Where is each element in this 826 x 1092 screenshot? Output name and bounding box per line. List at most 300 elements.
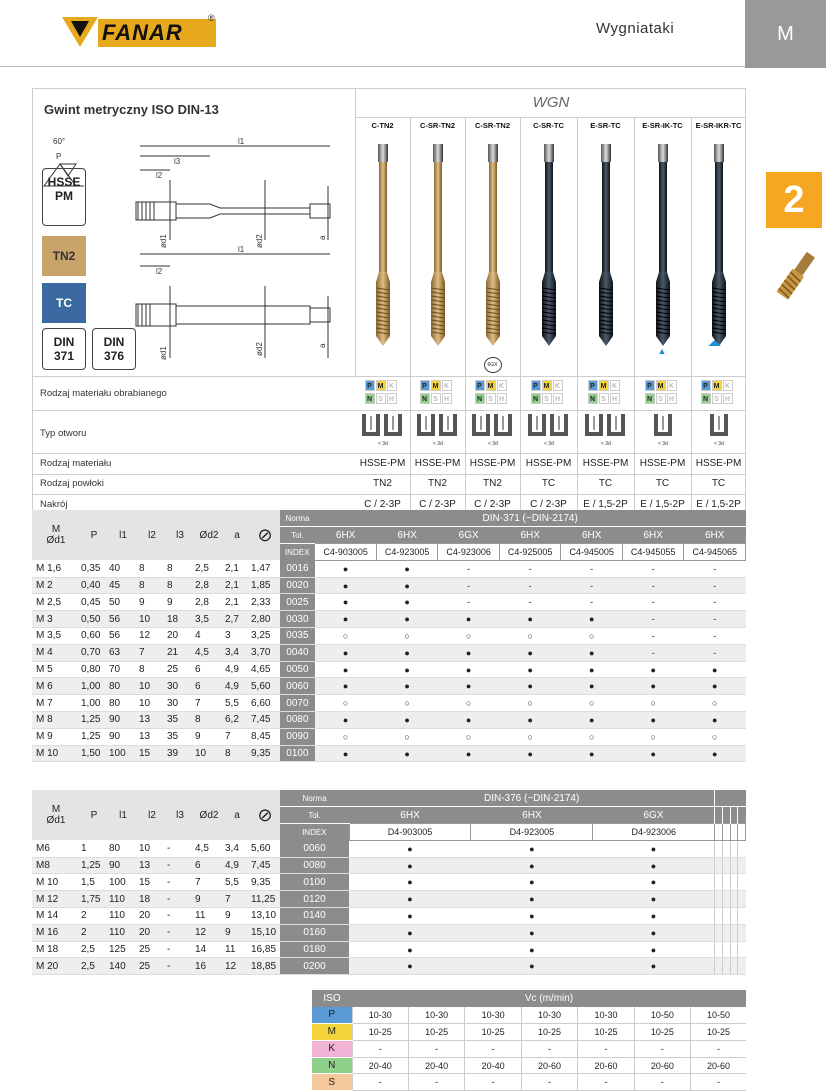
vc-value: - <box>465 1040 521 1057</box>
availability: ● <box>593 941 715 958</box>
d1-label: ød1 <box>159 234 168 248</box>
filler <box>715 958 723 975</box>
cell: 70 <box>108 661 138 678</box>
filler <box>730 924 738 941</box>
cell: 2 <box>80 908 108 925</box>
vc-row <box>312 1007 746 1024</box>
filler <box>715 891 723 908</box>
hole-type-icon <box>359 412 407 448</box>
cell: 0,60 <box>80 628 108 645</box>
vc-value: 20-60 <box>634 1057 690 1074</box>
index-code: 0100 <box>280 874 349 891</box>
tool-coating: TN2 <box>428 478 447 489</box>
filler <box>715 874 723 891</box>
l1-label: l1 <box>238 137 245 146</box>
column-header: M Ød1 <box>32 790 80 840</box>
svg-text:< 3d: < 3d <box>713 441 724 447</box>
cell: - <box>166 924 194 941</box>
availability: ○ <box>499 728 561 745</box>
availability: ○ <box>315 695 377 712</box>
cell: 8 <box>166 577 194 594</box>
table-row <box>32 594 746 611</box>
cell: 4 <box>194 628 224 645</box>
d1-label-2: ød1 <box>159 346 168 360</box>
tolerance-cell: 6GX <box>593 807 715 824</box>
divider <box>32 376 746 377</box>
material-group-icons: P M K N S H <box>420 380 456 408</box>
availability: ● <box>593 840 715 857</box>
cell: 10 <box>138 678 166 695</box>
tol-label: Tol. <box>280 527 315 544</box>
availability: ● <box>376 661 438 678</box>
cell: 8 <box>224 745 250 762</box>
tool-chamfer: C / 2-3P <box>419 499 456 510</box>
index-cell: C4-945005 <box>561 544 623 561</box>
availability: ● <box>684 745 746 762</box>
cell: 39 <box>166 745 194 762</box>
divider <box>32 474 746 475</box>
filler <box>730 891 738 908</box>
index-cell: C4-945055 <box>622 544 684 561</box>
tool-name: E-SR-IKR-TC <box>695 121 742 130</box>
column-header: l2 <box>138 790 166 840</box>
tool-chamfer: C / 2-3P <box>364 499 401 510</box>
availability: ● <box>561 611 623 628</box>
cell: 2,80 <box>250 611 280 628</box>
cell: 0,40 <box>80 577 108 594</box>
cell: 90 <box>108 857 138 874</box>
filler <box>715 807 723 824</box>
availability: ● <box>315 594 377 611</box>
badge-hsse-pm: HSSE PM <box>42 168 86 226</box>
row-label-hole-type: Typ otworu <box>40 428 87 439</box>
l2-label: l2 <box>156 171 163 180</box>
svg-text:< 3d: < 3d <box>600 441 611 447</box>
availability: ○ <box>561 695 623 712</box>
availability: ○ <box>376 695 438 712</box>
availability: - <box>499 560 561 577</box>
availability: ● <box>593 908 715 925</box>
table-row <box>32 874 746 891</box>
availability: ● <box>499 611 561 628</box>
availability: - <box>561 560 623 577</box>
index-cell: C4-923006 <box>438 544 500 561</box>
cutting-speed-table <box>312 990 746 1091</box>
column-header: Ød2 <box>194 790 224 840</box>
section-letter: M <box>745 0 826 68</box>
vc-value: - <box>465 1074 521 1091</box>
hole-type-icon <box>414 412 462 448</box>
tool-chamfer: C / 2-3P <box>530 499 567 510</box>
availability: ● <box>499 661 561 678</box>
availability: ● <box>315 745 377 762</box>
l1-label-2: l1 <box>238 245 245 254</box>
filler <box>722 891 730 908</box>
filler <box>715 790 746 807</box>
vc-value: 20-40 <box>352 1057 408 1074</box>
material-group-icons: P M K N S H <box>588 380 624 408</box>
filler <box>722 840 730 857</box>
vc-value: - <box>578 1074 634 1091</box>
vc-value: 10-30 <box>521 1007 577 1024</box>
hole-type-icon <box>695 412 743 448</box>
index-code: 0160 <box>280 924 349 941</box>
tap-image <box>539 140 559 368</box>
index-label: INDEX <box>280 824 349 841</box>
availability: - <box>499 594 561 611</box>
cell: 8 <box>138 661 166 678</box>
availability: ● <box>684 661 746 678</box>
cell: 5,60 <box>250 840 280 857</box>
cell: 6 <box>194 661 224 678</box>
norma-label: Norma <box>280 510 315 527</box>
vc-value: 10-25 <box>691 1024 746 1041</box>
product-group: WGN <box>355 88 746 118</box>
availability: ● <box>471 840 593 857</box>
tolerance-cell: 6HX <box>349 807 471 824</box>
cell: 2 <box>80 924 108 941</box>
availability: ● <box>349 941 471 958</box>
index-code: 0100 <box>280 745 315 762</box>
availability: ● <box>561 661 623 678</box>
cell: - <box>166 958 194 975</box>
availability: ● <box>376 644 438 661</box>
vc-value: - <box>408 1074 464 1091</box>
cell: 6 <box>194 678 224 695</box>
vc-value: 10-30 <box>408 1007 464 1024</box>
index-label: INDEX <box>280 544 315 561</box>
cell: M 12 <box>32 891 80 908</box>
availability: ● <box>438 678 500 695</box>
index-code: 0200 <box>280 958 349 975</box>
availability: ○ <box>684 695 746 712</box>
availability: - <box>684 577 746 594</box>
availability: - <box>622 577 684 594</box>
availability: - <box>622 611 684 628</box>
cell: 8 <box>194 712 224 729</box>
vc-value: 10-25 <box>408 1024 464 1041</box>
vc-value: 10-30 <box>465 1007 521 1024</box>
filler <box>722 824 730 841</box>
availability: - <box>684 644 746 661</box>
cell: 30 <box>166 695 194 712</box>
cell: 10 <box>138 611 166 628</box>
tolerance-cell: 6HX <box>561 527 623 544</box>
cell: 10 <box>138 695 166 712</box>
availability: ○ <box>376 728 438 745</box>
cell: M 10 <box>32 745 80 762</box>
filler <box>730 941 738 958</box>
tolerance-cell: 6HX <box>471 807 593 824</box>
availability: ● <box>561 678 623 695</box>
column-header: l1 <box>108 510 138 560</box>
cell: 6,2 <box>224 712 250 729</box>
filler <box>738 824 746 841</box>
tool-coating: TC <box>598 478 613 489</box>
availability: - <box>438 577 500 594</box>
cell: 5,5 <box>224 695 250 712</box>
tap-image <box>483 140 503 368</box>
a-label: a <box>318 235 327 240</box>
tolerance-cell: 6GX <box>438 527 500 544</box>
tap-image <box>596 140 616 368</box>
vc-value: - <box>634 1040 690 1057</box>
vc-value: 10-25 <box>521 1024 577 1041</box>
availability: - <box>622 560 684 577</box>
thread-angle: 60° <box>53 137 66 146</box>
svg-text:< 3d: < 3d <box>432 441 443 447</box>
cell: M 2 <box>32 577 80 594</box>
tool-name: C-SR-TC <box>533 121 564 130</box>
availability: ● <box>349 958 471 975</box>
page-title: Gwint metryczny ISO DIN-13 <box>44 102 219 117</box>
cell: 2,7 <box>224 611 250 628</box>
cell: 9 <box>166 594 194 611</box>
availability: ● <box>499 712 561 729</box>
filler <box>722 807 730 824</box>
cell: 100 <box>108 874 138 891</box>
cell: 140 <box>108 958 138 975</box>
category-title: Wygniataki <box>596 20 675 37</box>
vc-value: - <box>352 1040 408 1057</box>
filler <box>730 840 738 857</box>
availability: ● <box>593 857 715 874</box>
tool-material: HSSE-PM <box>695 458 742 469</box>
cell: 10 <box>138 840 166 857</box>
table-row <box>32 924 746 941</box>
vc-value: - <box>578 1040 634 1057</box>
availability: ● <box>499 644 561 661</box>
index-code: 0180 <box>280 941 349 958</box>
cell: 5,60 <box>250 678 280 695</box>
cell: - <box>166 857 194 874</box>
material-group-icons: P M K N S H <box>701 380 737 408</box>
header-divider <box>0 66 745 67</box>
cell: 0,35 <box>80 560 108 577</box>
cell: M 3 <box>32 611 80 628</box>
material-group-icons: P M K N S H <box>365 380 401 408</box>
filler <box>738 807 746 824</box>
cell: 80 <box>108 678 138 695</box>
tool-chamfer: E / 1,5-2P <box>583 499 628 510</box>
column-header: l3 <box>166 510 194 560</box>
filler <box>722 924 730 941</box>
filler <box>738 874 746 891</box>
cell: 12 <box>194 924 224 941</box>
coolant-radial-icon: ◢◣ <box>708 338 721 347</box>
svg-text:< 3d: < 3d <box>657 441 668 447</box>
index-code: 0140 <box>280 908 349 925</box>
availability: - <box>684 611 746 628</box>
table-row <box>32 712 746 729</box>
tool-name: E-SR-TC <box>590 121 621 130</box>
table-row <box>32 661 746 678</box>
cell: - <box>166 941 194 958</box>
availability: ○ <box>438 628 500 645</box>
filler <box>730 824 738 841</box>
iso-label: ISO <box>312 990 352 1007</box>
cell: M 18 <box>32 941 80 958</box>
panel-divider <box>355 88 356 376</box>
table-row <box>32 891 746 908</box>
cell: 35 <box>166 712 194 729</box>
availability: ● <box>349 874 471 891</box>
tool-chamfer: C / 2-3P <box>474 499 511 510</box>
cell: 90 <box>108 728 138 745</box>
cell: 10 <box>194 745 224 762</box>
filler <box>730 874 738 891</box>
cell: 7 <box>194 695 224 712</box>
availability: ● <box>349 908 471 925</box>
l2-label-2: l2 <box>156 267 163 276</box>
cell: 1,85 <box>250 577 280 594</box>
filler <box>722 908 730 925</box>
cell: 20 <box>138 908 166 925</box>
cell: 3,5 <box>194 611 224 628</box>
cell: 1,47 <box>250 560 280 577</box>
tool-coating: TC <box>711 478 726 489</box>
cell: M 3,5 <box>32 628 80 645</box>
fanar-logo <box>62 14 216 50</box>
table-row <box>32 958 746 975</box>
badge-tn2: TN2 <box>42 236 86 276</box>
table-row <box>32 560 746 577</box>
availability: ● <box>349 857 471 874</box>
tool-chamfer: E / 1,5-2P <box>696 499 741 510</box>
availability: ● <box>471 891 593 908</box>
cell: 6 <box>194 857 224 874</box>
availability: ● <box>561 712 623 729</box>
availability: ● <box>622 661 684 678</box>
table-row <box>32 644 746 661</box>
availability: - <box>499 577 561 594</box>
cell: 1,00 <box>80 678 108 695</box>
cell: 3,4 <box>224 644 250 661</box>
filler <box>722 857 730 874</box>
availability: ● <box>376 745 438 762</box>
cell: 9 <box>138 594 166 611</box>
cell: M 5 <box>32 661 80 678</box>
cell: 25 <box>166 661 194 678</box>
vc-value: - <box>352 1074 408 1091</box>
table-row <box>32 611 746 628</box>
availability: ○ <box>376 628 438 645</box>
vc-value: - <box>691 1074 746 1091</box>
table-row <box>32 678 746 695</box>
cell: M 16 <box>32 924 80 941</box>
index-code: 0090 <box>280 728 315 745</box>
vc-row <box>312 1040 746 1057</box>
cell: M 2,5 <box>32 594 80 611</box>
cell: 12 <box>138 628 166 645</box>
vc-value: 20-60 <box>578 1057 634 1074</box>
availability: - <box>684 628 746 645</box>
filler <box>738 857 746 874</box>
vc-value: - <box>521 1074 577 1091</box>
cell: - <box>166 891 194 908</box>
tool-material: HSSE-PM <box>582 458 629 469</box>
filler <box>730 908 738 925</box>
cell: 2,1 <box>224 594 250 611</box>
availability: ● <box>438 611 500 628</box>
svg-text:< 3d: < 3d <box>543 441 554 447</box>
cell: 30 <box>166 678 194 695</box>
cell: 4,9 <box>224 661 250 678</box>
fanar-logo-mark <box>62 17 98 49</box>
cell: M 9 <box>32 728 80 745</box>
cell: 15 <box>138 874 166 891</box>
cell: 4,9 <box>224 678 250 695</box>
vc-value: - <box>521 1040 577 1057</box>
tool-name: C-SR-TN2 <box>475 121 510 130</box>
filler <box>715 924 723 941</box>
cell: 1,00 <box>80 695 108 712</box>
vc-value: 20-60 <box>691 1057 746 1074</box>
availability: ● <box>349 891 471 908</box>
cell: 13,10 <box>250 908 280 925</box>
svg-text:< 3d: < 3d <box>377 441 388 447</box>
tolerance-cell: 6HX <box>499 527 561 544</box>
material-group-icons: P M K N S H <box>475 380 511 408</box>
index-code: 0020 <box>280 577 315 594</box>
vc-header: Vc (m/min) <box>352 990 746 1007</box>
cell: 80 <box>108 695 138 712</box>
cell: 4,5 <box>194 644 224 661</box>
filler <box>738 924 746 941</box>
filler <box>715 824 723 841</box>
cell: 16,85 <box>250 941 280 958</box>
cell: 18,85 <box>250 958 280 975</box>
availability: ● <box>471 857 593 874</box>
availability: ○ <box>315 628 377 645</box>
tool-coating: TC <box>655 478 670 489</box>
availability: ○ <box>315 728 377 745</box>
column-header: a <box>224 510 250 560</box>
availability: ○ <box>561 628 623 645</box>
cell: 15 <box>138 745 166 762</box>
coolant-arrow-icon: ▲ <box>657 346 667 356</box>
cell: 3,4 <box>224 840 250 857</box>
cell: 7 <box>138 644 166 661</box>
cell: 50 <box>108 594 138 611</box>
column-header: Ød2 <box>194 510 224 560</box>
availability: - <box>561 577 623 594</box>
cell: 2,5 <box>194 560 224 577</box>
index-code: 0080 <box>280 712 315 729</box>
iso-group: M <box>312 1024 352 1041</box>
filler <box>730 807 738 824</box>
cell: 3 <box>224 628 250 645</box>
vc-value: 10-50 <box>634 1007 690 1024</box>
tolerance-cell: 6HX <box>315 527 377 544</box>
availability: ● <box>499 678 561 695</box>
availability: ● <box>561 644 623 661</box>
availability: ● <box>593 891 715 908</box>
availability: - <box>622 644 684 661</box>
index-code: 0060 <box>280 840 349 857</box>
availability: - <box>438 594 500 611</box>
hole-type-icon <box>525 412 573 448</box>
index-cell: D4-923005 <box>471 824 593 841</box>
cell: 9,35 <box>250 874 280 891</box>
table-row <box>32 840 746 857</box>
cell: 1,25 <box>80 728 108 745</box>
iso-group: N <box>312 1057 352 1074</box>
tol-label: Tol. <box>280 807 349 824</box>
index-code: 0060 <box>280 678 315 695</box>
availability: ● <box>593 958 715 975</box>
index-code: 0070 <box>280 695 315 712</box>
